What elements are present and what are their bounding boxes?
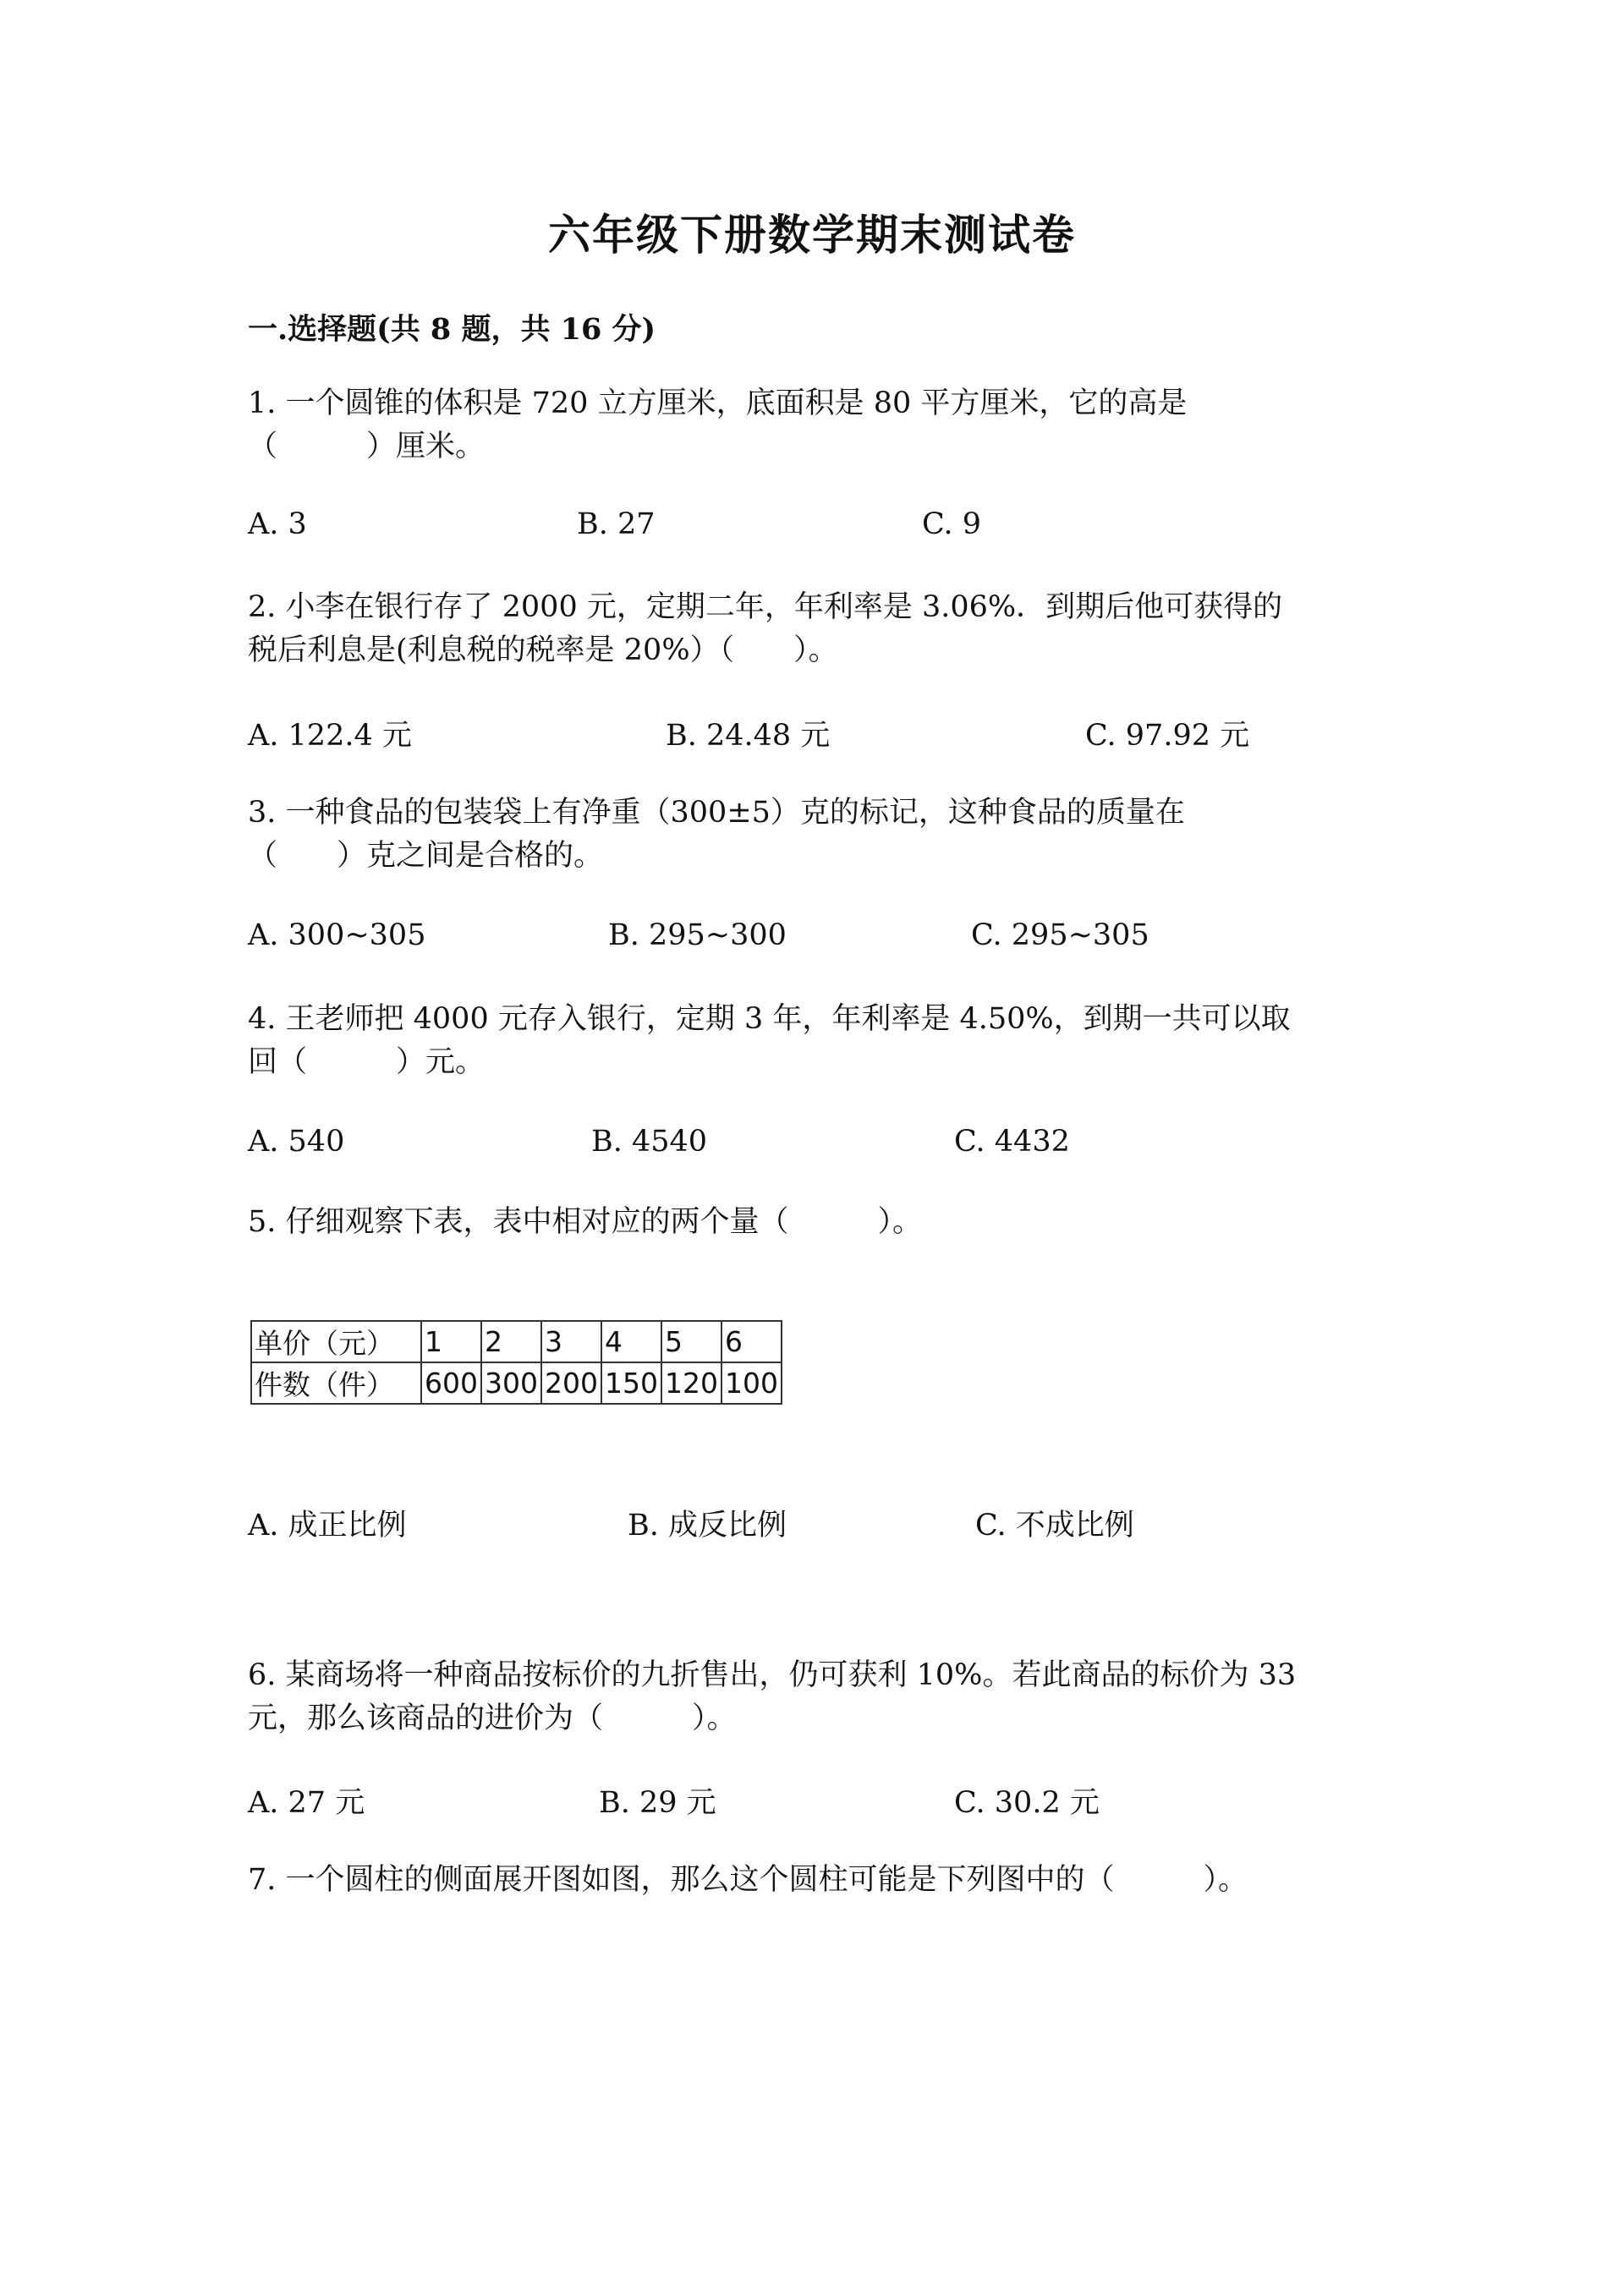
page-title: 六年级下册数学期末测试卷 <box>548 210 1076 260</box>
question-1 <box>248 382 1187 469</box>
question-text: 税后利息是(利息税的税率是 20%）（ ）。 <box>248 633 838 667</box>
table-cell: 150 <box>601 1362 661 1404</box>
question-text: 4. 王老师把 4000 元存入银行，定期 3 年，年利率是 4.50%，到期一共可以取 <box>248 1002 1291 1036</box>
question-text: （ ）厘米。 <box>248 430 486 463</box>
table-cell: 300 <box>481 1362 541 1404</box>
option-b: B. 成反比例 <box>628 1509 787 1543</box>
table-header-cell: 单价（元） <box>251 1321 421 1362</box>
question-text: 元，那么该商品的进价为（ ）。 <box>248 1701 737 1735</box>
table-cell: 3 <box>541 1321 601 1362</box>
question-4 <box>248 998 1291 1084</box>
question-5 <box>248 1201 922 1244</box>
question-text: （ ）克之间是合格的。 <box>248 839 604 873</box>
option-b: B. 27 <box>577 507 656 541</box>
table-cell: 120 <box>661 1362 721 1404</box>
option-a: A. 成正比例 <box>248 1509 407 1543</box>
table-row <box>251 1321 782 1362</box>
option-a: A. 3 <box>248 507 307 541</box>
option-a: A. 300~305 <box>248 918 426 952</box>
question-text: 2. 小李在银行存了 2000 元，定期二年，年利率是 3.06%．到期后他可获得的 <box>248 590 1283 624</box>
question-6 <box>248 1654 1296 1740</box>
option-c: C. 9 <box>922 507 982 541</box>
question-text: 5. 仔细观察下表，表中相对应的两个量（ ）。 <box>248 1205 923 1239</box>
option-b: B. 4540 <box>591 1125 708 1159</box>
table-cell: 2 <box>481 1321 541 1362</box>
option-c: C. 不成比例 <box>975 1509 1134 1543</box>
data-table <box>250 1320 782 1405</box>
table-cell: 600 <box>421 1362 481 1404</box>
table-cell: 4 <box>601 1321 661 1362</box>
question-text: 3. 一种食品的包装袋上有净重（300±5）克的标记，这种食品的质量在 <box>248 796 1185 830</box>
question-2 <box>248 586 1282 672</box>
question-text: 回（ ）元。 <box>248 1045 486 1079</box>
table-row <box>251 1362 782 1404</box>
option-b: B. 29 元 <box>599 1786 716 1820</box>
option-b: B. 295~300 <box>608 918 787 952</box>
question-text: 1. 一个圆锥的体积是 720 立方厘米，底面积是 80 平方厘米，它的高是 <box>248 386 1188 420</box>
table-cell: 200 <box>541 1362 601 1404</box>
question-text: 7. 一个圆柱的侧面展开图如图，那么这个圆柱可能是下列图中的（ ）。 <box>248 1863 1248 1897</box>
table-cell: 100 <box>721 1362 782 1404</box>
option-b: B. 24.48 元 <box>666 719 831 753</box>
table-cell: 5 <box>661 1321 721 1362</box>
table-cell: 6 <box>721 1321 782 1362</box>
table-header-cell: 件数（件） <box>251 1362 421 1404</box>
option-c: C. 30.2 元 <box>954 1786 1100 1820</box>
section-heading: 一.选择题(共 8 题，共 16 分) <box>248 312 656 347</box>
option-c: C. 295~305 <box>971 918 1149 952</box>
question-7 <box>248 1859 1248 1902</box>
option-a: A. 27 元 <box>248 1786 365 1820</box>
option-c: C. 97.92 元 <box>1085 719 1250 753</box>
option-a: A. 540 <box>248 1125 345 1159</box>
option-c: C. 4432 <box>954 1125 1070 1159</box>
option-a: A. 122.4 元 <box>248 719 412 753</box>
question-text: 6. 某商场将一种商品按标价的九折售出，仍可获利 10%。若此商品的标价为 33 <box>248 1658 1297 1692</box>
question-3 <box>248 792 1185 878</box>
table-cell: 1 <box>421 1321 481 1362</box>
